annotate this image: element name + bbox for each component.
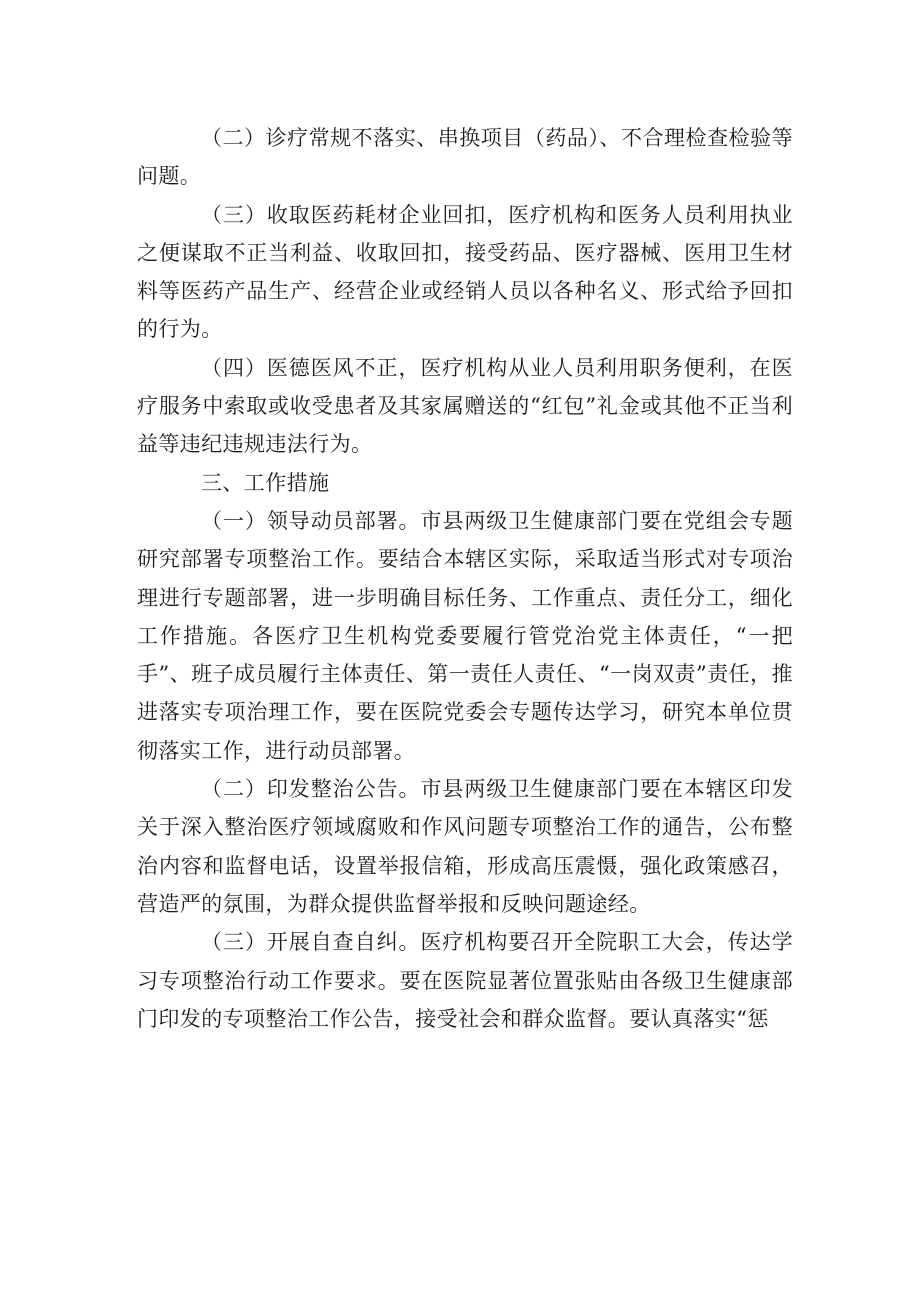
section-heading-measures: 三、工作措施 — [201, 470, 330, 495]
paragraph-item-3: （三）收取医药耗材企业回扣，医疗机构和医务人员利用执业之便谋取不正当利益、收取回扣，接受药品、医疗器械、医用卫生材料等医药产品生产、经营企业或经销人员以各种名义、形式给予回扣的行为。 — [137, 202, 793, 342]
measure-self-inspection: （三）开展自查自纠。医疗机构要召开全院职工大会，传达学习专项整治行动工作要求。要在医院显著位置张贴由各级卫生健康部门印发的专项整治工作公告，接受社会和群众监督。要认真落实“惩 — [137, 930, 793, 1031]
measure-issue-announcement: （二）印发整治公告。市县两级卫生健康部门要在本辖区印发关于深入整治医疗领域腐败和作风问题专项整治工作的通告，公布整治内容和监督电话，设置举报信箱，形成高压震慑，强化政策感召，营造严的氛围，为群众提供监督举报和反映问题途经。 — [137, 777, 793, 916]
measure-leadership-mobilization: （一）领导动员部署。市县两级卫生健康部门要在党组会专题研究部署专项整治工作。要结合本辖区实际，采取适当形式对专项治理进行专题部署，进一步明确目标任务、工作重点、责任分工，细化工作措施。各医疗卫生机构党委要履行管党治党主体责任，“一把手”、班子成员履行主体责任、第一责任人责任、“一岗双责”责任，推进落实专项治理工作，要在医院党委会专题传达学习，研究本单位贯彻落实工作，进行动员部署。 — [137, 508, 793, 763]
document-body — [137, 119, 793, 1038]
paragraph-item-2: （二）诊疗常规不落实、串换项目（药品）、不合理检查检验等问题。 — [137, 126, 793, 189]
paragraph-item-4: （四）医德医风不正，医疗机构从业人员利用职务便利，在医疗服务中索取或收受患者及其家属赠送的“红包”礼金或其他不正当利益等违纪违规违法行为。 — [137, 355, 793, 457]
